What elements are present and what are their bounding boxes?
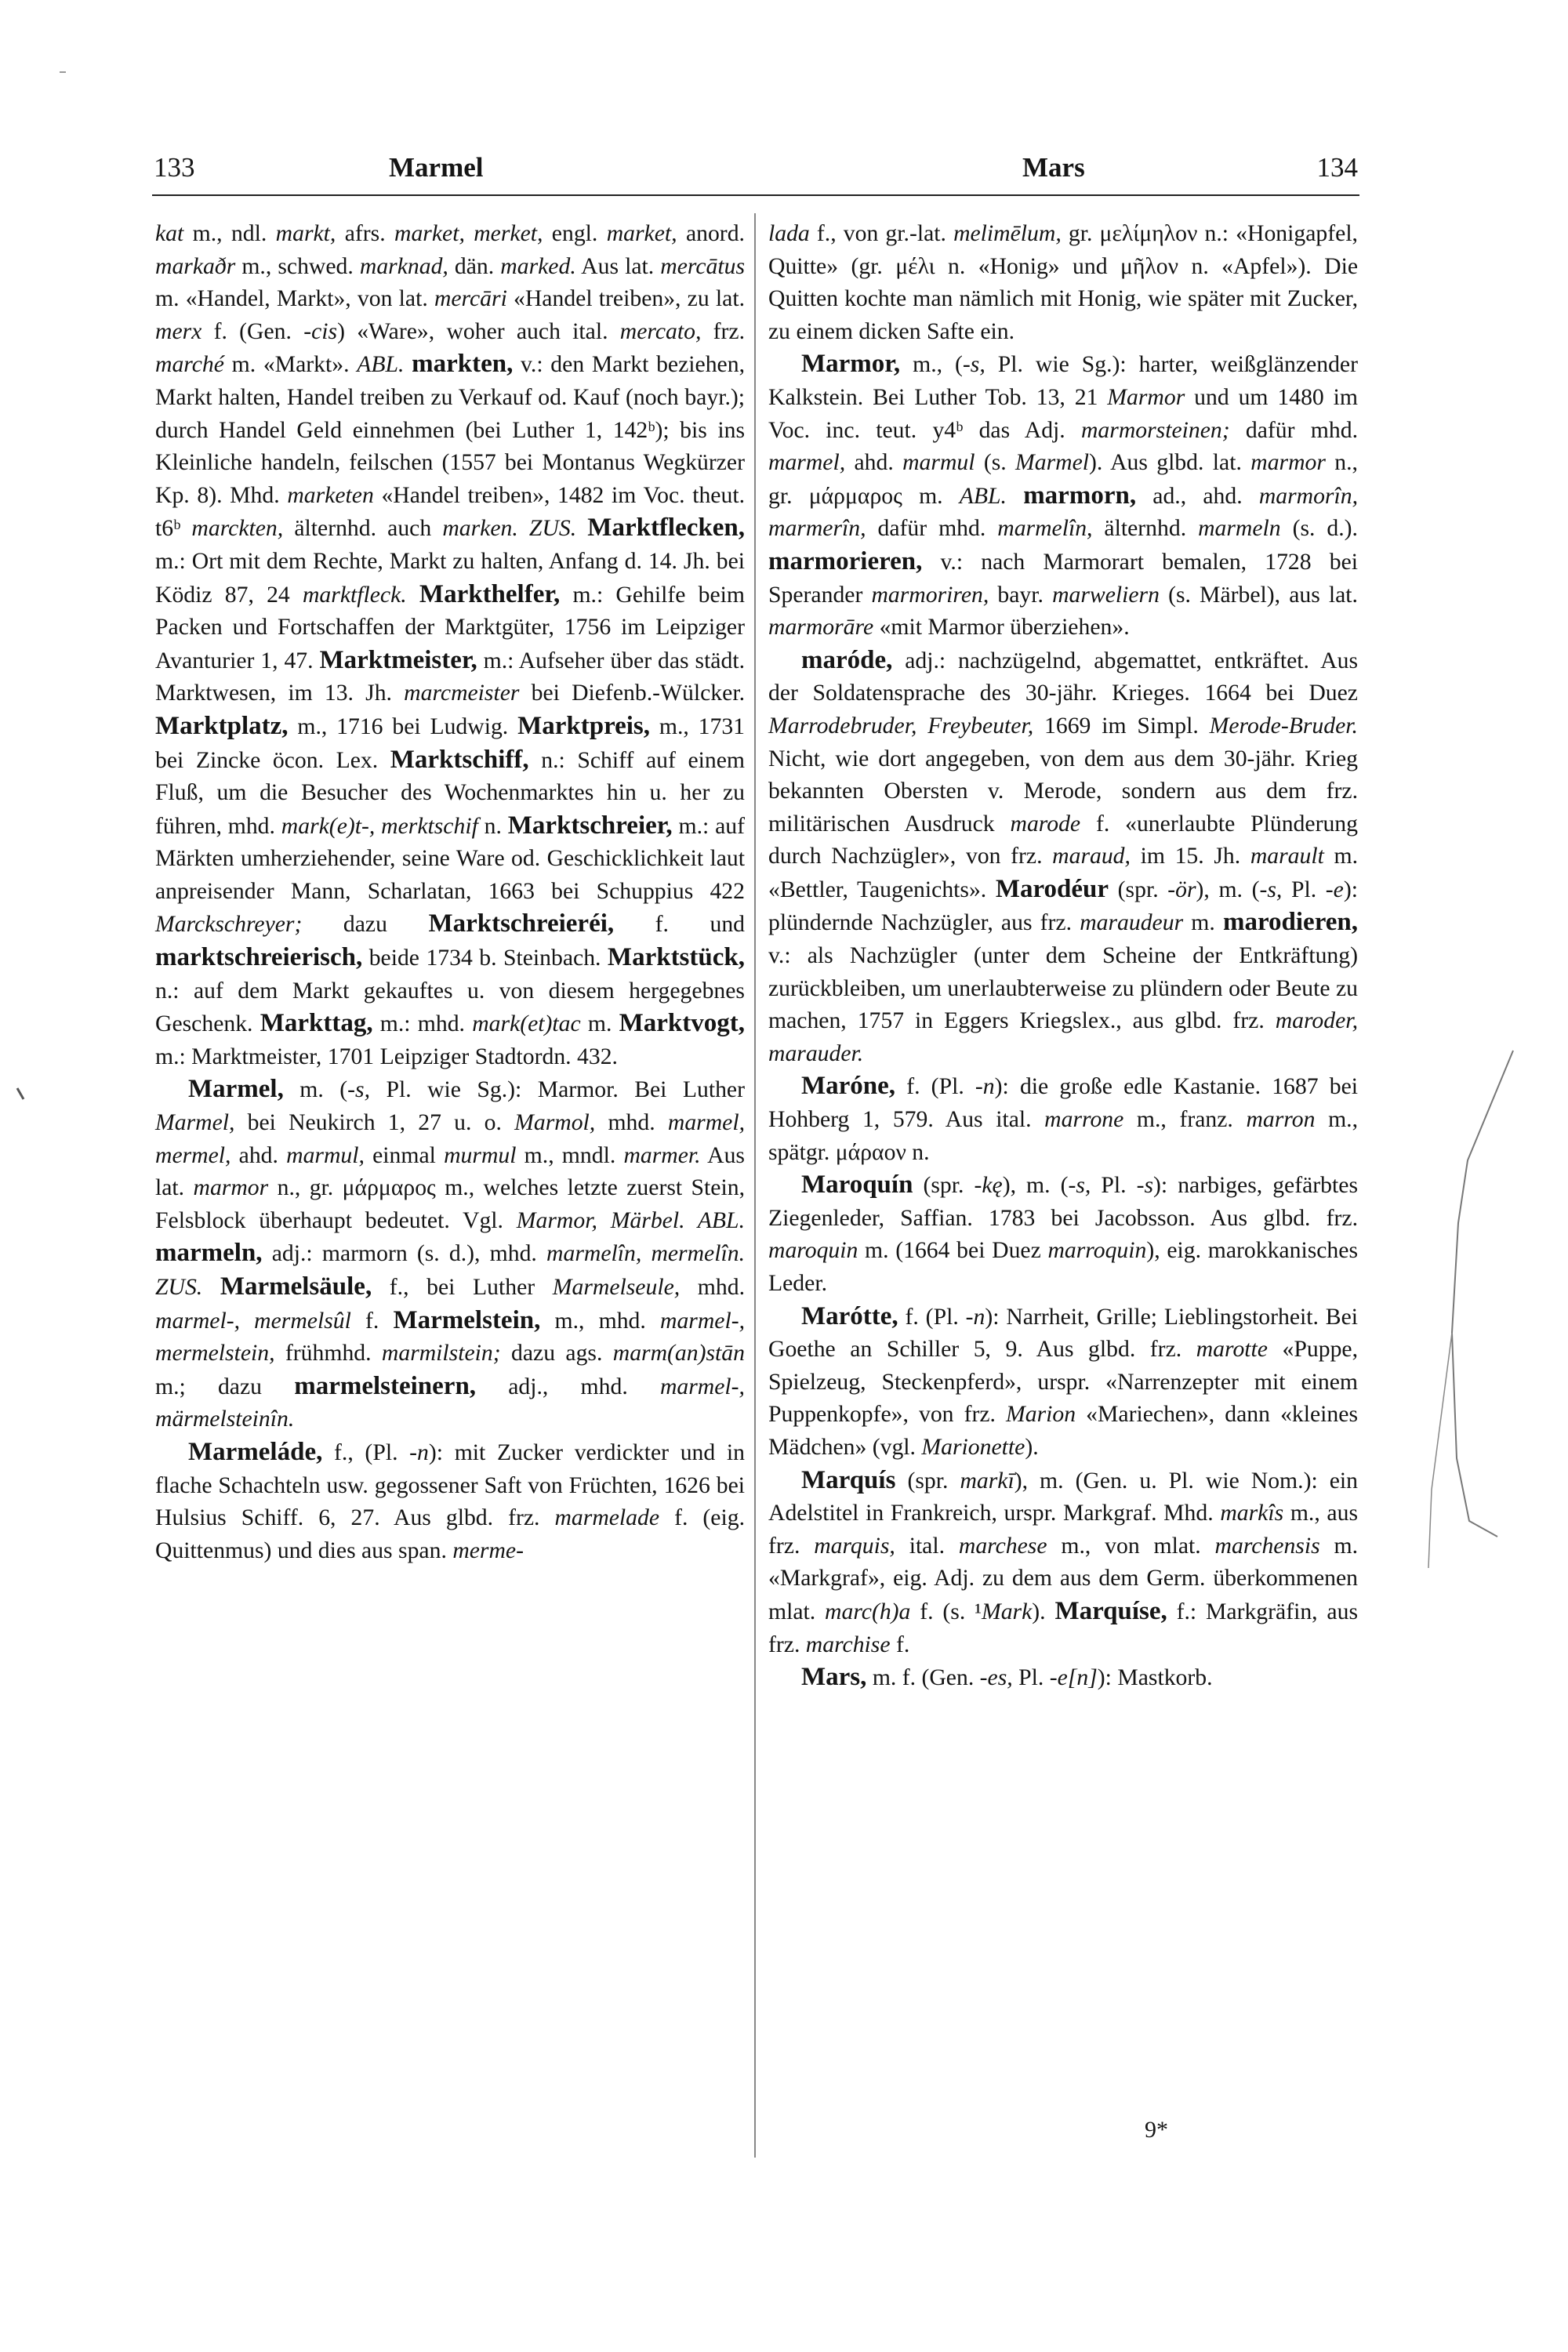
entry-text: f. (Gen. xyxy=(201,318,304,344)
cited-form: market, xyxy=(606,221,677,246)
entry-text: m.: Marktmeister, 1701 Leipziger Stadtordn. 432. xyxy=(155,1044,618,1069)
cited-form: marmelîn, xyxy=(997,516,1093,542)
cited-form: marked. xyxy=(500,253,576,279)
entry-text: ): plündernde Nachzügler, aus frz. xyxy=(768,877,1358,936)
cited-form: Marmor, Märbel. ABL. xyxy=(516,1207,745,1233)
pencil-stroke-1 xyxy=(1452,1051,1513,1537)
entry-text: Nicht, wie dort angegeben, von dem aus dem 30-jähr. Krieg bekannten Obersten v. Merode, sondern aus dem frz. militärischen Ausdruck xyxy=(768,746,1358,837)
headword: Marodéur xyxy=(995,874,1109,903)
cited-form: mark(et)tac xyxy=(472,1011,581,1037)
cited-form: marmor xyxy=(1250,450,1326,476)
running-headword-right: Mars xyxy=(1022,152,1085,183)
entry-text: m., spätgr. μάραον n. xyxy=(768,1107,1358,1165)
cited-form: -s, xyxy=(1259,877,1283,902)
entry-text: ): narbiges, gefärbtes Ziegenleder, Saffian. 1783 bei Jacobsson. Aus glbd. frz. xyxy=(768,1173,1359,1231)
cited-form: marmorîn, marmerîn, xyxy=(768,483,1358,542)
cited-form: Marckschreyer; xyxy=(155,912,303,938)
cited-form: mercāri xyxy=(434,286,507,312)
cited-form: marmorsteinen; xyxy=(1080,417,1230,443)
entry-text: afrs. xyxy=(336,221,395,246)
cited-form: lada xyxy=(768,221,810,246)
cited-form: marmul, xyxy=(286,1142,365,1168)
entry-text: ital. xyxy=(895,1533,959,1559)
cited-form: murmul xyxy=(444,1142,517,1168)
headword: marmeln, xyxy=(155,1239,263,1268)
entry-text: ), m. ( xyxy=(1002,1173,1069,1199)
entry-text: ), m. (Gen. u. Pl. wie Nom.): ein Adelstitel in Frankreich, urspr. Markgraf. Mhd. xyxy=(768,1468,1358,1526)
headword: Markttag, xyxy=(260,1009,373,1038)
entry-text: adj.: marmorn (s. d.), mhd. xyxy=(262,1241,547,1267)
signature-mark: 9* xyxy=(1145,2117,1168,2143)
cited-form: marmoriren, xyxy=(871,582,989,608)
entry-text: «Handel treiben», 1482 im Voc. theut. t6ᵇ xyxy=(155,482,745,542)
entry-text: m., 1716 bei Ludwig. xyxy=(288,713,518,739)
entry-text: gr. μελίμηλον n.: «Honigapfel, Quitte» (gr. μέλι n. «Honig» und μῆλον n. «Apfel»). Die Quitten kochte man nämlich mit Honig, wie später mit Zucker, zu einem dicken Safte ein. xyxy=(768,221,1358,344)
entry-text: m.: Gehilfe beim Packen und Fortschaffen der Marktgüter, 1756 im Leipziger Avanturier 1, 47. xyxy=(155,582,745,673)
entry-text: Aus lat. xyxy=(155,1142,745,1201)
entry-text: m. (1664 bei Duez xyxy=(858,1238,1048,1264)
entry-text: f. «unerlaubte Plünderung durch Nachzügler», von frz. xyxy=(768,811,1358,869)
entry-text: (s. xyxy=(975,450,1016,476)
margin-tick xyxy=(17,1088,24,1099)
cited-form: -n xyxy=(409,1439,429,1465)
page-number-left: 133 xyxy=(154,152,195,183)
cited-form: marmul xyxy=(902,450,975,476)
cited-form: -s, xyxy=(962,352,985,378)
entry-text: frz. xyxy=(701,318,745,344)
headword: Markthelfer, xyxy=(419,579,561,608)
entry-text: einmal xyxy=(364,1142,445,1168)
entry-text: m. xyxy=(1183,910,1223,936)
cited-form: Mark xyxy=(981,1599,1033,1624)
entry-text: anord. xyxy=(677,221,745,246)
entry-text: f., von gr.-lat. xyxy=(809,221,954,246)
entry-text: älternhd. xyxy=(1092,516,1199,542)
cited-form: marchise xyxy=(805,1632,891,1657)
headword: Maroquín xyxy=(801,1171,913,1200)
cited-form: mercātus xyxy=(660,253,745,279)
headword: Marktflecken, xyxy=(587,514,745,543)
cited-form: maraud, xyxy=(1052,844,1131,869)
cited-form: Marmor xyxy=(1107,384,1185,410)
entry-text: m., franz. xyxy=(1123,1107,1247,1133)
entry-text: m., 1731 bei Zincke öcon. Lex. xyxy=(155,713,746,773)
headword: Marmelsäule, xyxy=(220,1272,372,1301)
cited-form: marmel-, mermelstein, xyxy=(155,1308,746,1367)
entry-text: «Handel treiben», zu lat. xyxy=(506,286,745,312)
cited-form: marault xyxy=(1250,844,1324,869)
entry-text: m. «Markgraf», eig. Adj. zu dem aus dem Germ. überkommenen mlat. xyxy=(768,1533,1359,1624)
headword: Marmelstein, xyxy=(393,1305,541,1334)
headword: marodieren, xyxy=(1222,908,1358,937)
entry-text: bayr. xyxy=(989,582,1053,608)
entry-text: m., mndl. xyxy=(516,1142,624,1168)
entry-text: m. xyxy=(580,1011,619,1037)
entry-text: f., bei Luther xyxy=(372,1275,553,1300)
cited-form: -ör xyxy=(1167,877,1196,902)
entry-text: v.: nach Marmorart bemalen, 1728 bei Sperander xyxy=(768,549,1358,608)
entry-text: adj.: nachzügelnd, abgemattet, entkräftet. Aus der Soldatensprache des 30-jähr. Krieges. 1664 bei Duez xyxy=(768,648,1358,706)
entry-text: ): mit Zucker verdickter und in flache Schachteln usw. gegossener Saft von Früchten, 1626 bei Hulsius Schiff. 6, 27. Aus glbd. frz. xyxy=(155,1439,745,1531)
cited-form: Marmol, xyxy=(514,1110,596,1136)
cited-form: markîs xyxy=(1220,1501,1284,1526)
cited-form: market, merket, xyxy=(394,221,543,246)
entry-text: beide 1734 b. Steinbach. xyxy=(362,946,608,971)
entry-text: n.: auf dem Markt gekauftes u. von diesem hergegebnes Geschenk. xyxy=(155,978,745,1037)
headword: marmelsteinern, xyxy=(294,1371,477,1400)
cited-form: -kę xyxy=(974,1173,1003,1199)
entry-text: (s. d.). xyxy=(1280,516,1358,542)
headword: Marktschreier, xyxy=(507,811,673,840)
cited-form: kat xyxy=(155,221,184,246)
headword: marmorieren, xyxy=(768,546,923,575)
entry-text: ad., ahd. xyxy=(1136,483,1259,509)
headword: Mars, xyxy=(801,1663,867,1692)
entry-text: dafür mhd. xyxy=(1229,417,1358,443)
cited-form: marotte xyxy=(1196,1337,1268,1363)
entry-text: «Puppe, Spielzeug, Steckenpferd», urspr. «Narrenzepter mit einem Puppenkopfe», von frz. xyxy=(768,1337,1359,1428)
entry-text: (spr. xyxy=(895,1468,960,1494)
cited-form: -cis xyxy=(303,318,338,344)
cited-form: Marrodebruder, Freybeuter, xyxy=(768,713,1034,739)
entry-text: ahd. xyxy=(845,450,903,476)
cited-form: -es, xyxy=(979,1665,1013,1691)
cited-form: -s, xyxy=(1068,1173,1091,1199)
entry-text: «Mariechen», dann «kleines Mädchen» (vgl. xyxy=(768,1402,1358,1460)
cited-form: marken. ZUS. xyxy=(442,516,577,542)
entry-text: m., mhd. xyxy=(540,1308,660,1334)
cited-form: Marmelseule, xyxy=(552,1275,681,1300)
cited-form: -s xyxy=(1136,1173,1154,1199)
entry-text: m., aus frz. xyxy=(768,1501,1359,1559)
headword: Marmel, xyxy=(188,1075,284,1104)
headword: marmorn, xyxy=(1023,481,1137,510)
entry-text: (spr. xyxy=(1109,877,1168,902)
entry-text: dafür mhd. xyxy=(866,516,998,542)
cited-form: marmer. xyxy=(623,1142,701,1168)
entry-text: ): Narrheit, Grille; Lieblingstorheit. Bei Goethe an Schiller 5, 9. Aus glbd. frz. xyxy=(768,1304,1358,1363)
cited-form: marmeln xyxy=(1198,516,1281,542)
entry-text: m.: auf Märkten umherziehender, seine Ware od. Geschicklichkeit laut anpreisender Mann, Scharlatan, 1663 bei Schuppius 422 xyxy=(155,813,745,904)
entry-text: «mit Marmor überziehen». xyxy=(873,615,1130,641)
entry-text: mhd. xyxy=(680,1275,745,1300)
entry-text: f. xyxy=(890,1632,910,1657)
entry-text: Pl. xyxy=(1012,1665,1050,1691)
cited-form: marrone xyxy=(1044,1107,1124,1133)
entry-text: f., (Pl. xyxy=(322,1439,410,1465)
cited-form: mercato, xyxy=(619,318,702,344)
entry-text: bei Neukirch 1, 27 u. o. xyxy=(234,1110,515,1136)
entry-text: adj., mhd. xyxy=(476,1374,660,1399)
headword: Marquís xyxy=(801,1465,896,1494)
entry-text: m., von mlat. xyxy=(1047,1533,1215,1559)
cited-form: mark(e)t-, merktschif xyxy=(281,813,478,839)
entry-text: ). Aus glbd. lat. xyxy=(1089,450,1251,476)
entry-text: ). xyxy=(1025,1434,1039,1460)
cited-form: markaðr xyxy=(155,253,236,279)
entry-text: n.: Schiff auf einem Fluß, um die Besucher des Wochenmarktes hin u. her zu führen, mhd. xyxy=(155,747,745,839)
pencil-stroke-2 xyxy=(1428,1333,1452,1568)
entry-text: 1669 im Simpl. xyxy=(1033,713,1210,739)
cited-form: marktfleck. xyxy=(302,582,407,608)
cited-form: -n xyxy=(965,1304,985,1330)
entry-text: m. f. (Gen. xyxy=(866,1665,980,1691)
entry-text: m. «Markt». xyxy=(223,352,358,378)
cited-form: marmel, mermel, xyxy=(155,1110,745,1168)
headword: Marktvogt, xyxy=(619,1009,745,1038)
cited-form: marketen xyxy=(287,482,374,508)
cited-form: marmelîn, mermelîn. ZUS. xyxy=(155,1241,745,1300)
headword: Marktpreis, xyxy=(517,711,651,740)
cited-form: marmel-, märmelsteinîn. xyxy=(155,1374,745,1432)
entry-text: m.; dazu xyxy=(155,1374,295,1399)
entry-text: f. xyxy=(350,1308,394,1334)
headword: maróde, xyxy=(801,645,893,674)
cited-form: Marmel, xyxy=(155,1110,235,1136)
cited-form: marmelade xyxy=(554,1505,660,1531)
cited-form: ABL. xyxy=(357,352,405,378)
entry-text: ), m. ( xyxy=(1196,877,1260,902)
cited-form: maroder, marauder. xyxy=(768,1008,1358,1066)
headword: Marktstück, xyxy=(607,943,745,972)
cited-form: marchese xyxy=(958,1533,1047,1559)
cited-form: melimēlum, xyxy=(953,221,1062,246)
cited-form: maroquin xyxy=(768,1238,858,1264)
cited-form: marmor xyxy=(193,1175,269,1201)
headword: Marótte, xyxy=(801,1301,898,1330)
cited-form: markt, xyxy=(275,221,336,246)
cited-form: -n xyxy=(975,1074,995,1100)
entry-text: m.: mhd. xyxy=(372,1011,473,1037)
cited-form: marquis, xyxy=(814,1533,895,1559)
headword: Maróne, xyxy=(801,1072,896,1101)
entry-text: m. «Bettler, Taugenichts». xyxy=(768,844,1359,902)
cited-form: Merode-Bruder. xyxy=(1209,713,1358,739)
cited-form: -s, xyxy=(347,1077,371,1103)
entry-text: f. (eig. Quittenmus) und dies aus span. xyxy=(155,1505,745,1563)
running-headword-left: Marmel xyxy=(389,152,484,183)
entry-text: f.: Markgräfin, aus frz. xyxy=(768,1599,1359,1657)
entry-text: ahd. xyxy=(230,1142,287,1168)
headword: Marmeláde, xyxy=(188,1437,323,1466)
entry-text: Pl. wie Sg.): harter, weißglänzender Kalkstein. Bei Luther Tob. 13, 21 xyxy=(768,352,1358,410)
entry-text: n., gr. μάρμαρος m. xyxy=(768,450,1358,509)
headword: marktschreierisch, xyxy=(155,943,363,972)
cited-form: marmilstein; xyxy=(381,1341,501,1367)
entry-text: m., schwed. xyxy=(235,253,360,279)
entry-text: m.: Aufseher über das städt. Marktwesen, im 13. Jh. xyxy=(155,648,746,706)
entry-text: (s. Märbel), aus lat. xyxy=(1159,582,1358,608)
entry-text: dän. xyxy=(448,253,501,279)
entry-text: dazu xyxy=(302,912,429,938)
cited-form: merx xyxy=(155,318,202,344)
cited-form: marode xyxy=(1010,811,1081,837)
entry-text: n. xyxy=(477,813,508,839)
headword: Marmor, xyxy=(801,350,901,379)
entry-text: Pl. wie Sg.): Marmor. Bei Luther xyxy=(370,1077,745,1103)
entry-text: engl. xyxy=(543,221,607,246)
entry-text: f. (s. ¹ xyxy=(910,1599,982,1624)
cited-form: marknad, xyxy=(359,253,448,279)
entry-text: f. und xyxy=(614,912,746,938)
headword: Marktmeister, xyxy=(319,645,477,674)
entry-text: f. (Pl. xyxy=(898,1304,966,1330)
cited-form: marm(an)stān xyxy=(612,1341,745,1367)
entry-text: (spr. xyxy=(913,1173,975,1199)
cited-form: marweliern xyxy=(1052,582,1160,608)
entry-text: Pl. xyxy=(1091,1173,1137,1199)
entry-text: frühmhd. xyxy=(274,1341,382,1367)
cited-form: -e xyxy=(1325,877,1344,902)
entry-text: im 15. Jh. xyxy=(1130,844,1250,869)
entry-text: Aus lat. xyxy=(575,253,661,279)
headword: Marktschreieréi, xyxy=(428,909,615,938)
headword: Marktplatz, xyxy=(155,711,289,740)
cited-form: Marionette xyxy=(921,1434,1025,1460)
entry-text: m. «Handel, Markt», von lat. xyxy=(155,286,434,312)
headword: Marquíse, xyxy=(1054,1596,1167,1625)
cited-form: marché xyxy=(155,352,224,378)
cited-form: maraudeur xyxy=(1080,910,1184,936)
entry-text: m.: Ort mit dem Rechte, Markt zu halten, Anfang d. 14. Jh. bei Ködiz 87, 24 xyxy=(155,548,745,608)
entry-text: bei Diefenb.-Wülcker. xyxy=(519,681,745,706)
cited-form: marc(h)a xyxy=(825,1599,911,1624)
cited-form: markī xyxy=(960,1468,1014,1494)
cited-form: marron xyxy=(1246,1107,1316,1133)
entry-text: f. (Pl. xyxy=(895,1074,975,1100)
entry-text: älternhd. auch xyxy=(283,516,443,542)
entry-text: ) «Ware», woher auch ital. xyxy=(337,318,620,344)
entry-text: m., ( xyxy=(900,352,963,378)
cited-form: marmel, xyxy=(768,450,846,476)
cited-form: marmel-, mermelsûl xyxy=(155,1308,351,1334)
entry-text: ): die große edle Kastanie. 1687 bei Hohberg 1, 579. Aus ital. xyxy=(768,1074,1359,1133)
page-number-right: 134 xyxy=(1316,152,1358,183)
entry-text: Pl. xyxy=(1282,877,1326,902)
entry-text: m. ( xyxy=(283,1077,348,1103)
entry-text: und um 1480 im Voc. inc. teut. y4ᵇ das Adj. xyxy=(768,384,1358,443)
entry-text: mhd. xyxy=(595,1110,668,1136)
entry-text: ): Mastkorb. xyxy=(1097,1665,1213,1691)
cited-form: marroquin xyxy=(1047,1238,1147,1264)
cited-form: Marion xyxy=(1006,1402,1076,1428)
cited-form: ABL. xyxy=(959,483,1007,509)
entry-text: ). xyxy=(1032,1599,1055,1624)
cited-form: -e[n] xyxy=(1049,1665,1098,1691)
cited-form: marchensis xyxy=(1214,1533,1320,1559)
cited-form: merme- xyxy=(452,1537,524,1563)
entry-text: m., ndl. xyxy=(183,221,276,246)
entry-text: v.: den Markt beziehen, Markt halten, Handel treiben zu Verkauf od. Kauf (noch bayr.); durch Handel Geld einnehmen (bei Luther 1, 142ᵇ); bis ins Kleinliche handeln, feilschen (1557 bei Montanus Wegkürzer Kp. 8). Mhd. xyxy=(155,352,745,508)
entry-text: v.: als Nachzügler (unter dem Scheine der Entkräftung) zurückbleiben, um unerlaubterweise zu plündern oder Beute zu machen, 1757 in Eggers Kriegslex., aus glbd. frz. xyxy=(768,943,1358,1034)
cited-form: marmorāre xyxy=(768,615,874,641)
entry-text: n., gr. μάρμαρος m., welches letzte zuerst Stein, Felsblock überhaupt bedeutet. Vgl. xyxy=(155,1175,745,1233)
cited-form: marcmeister xyxy=(404,681,520,706)
entry-text: ), eig. marokkanisches Leder. xyxy=(768,1238,1358,1296)
cited-form: Marmel xyxy=(1015,450,1090,476)
headword: markten, xyxy=(412,350,514,379)
cited-form: marckten, xyxy=(191,516,284,542)
entry-text: dazu ags. xyxy=(500,1341,613,1367)
headword: Marktschiff, xyxy=(390,745,529,774)
